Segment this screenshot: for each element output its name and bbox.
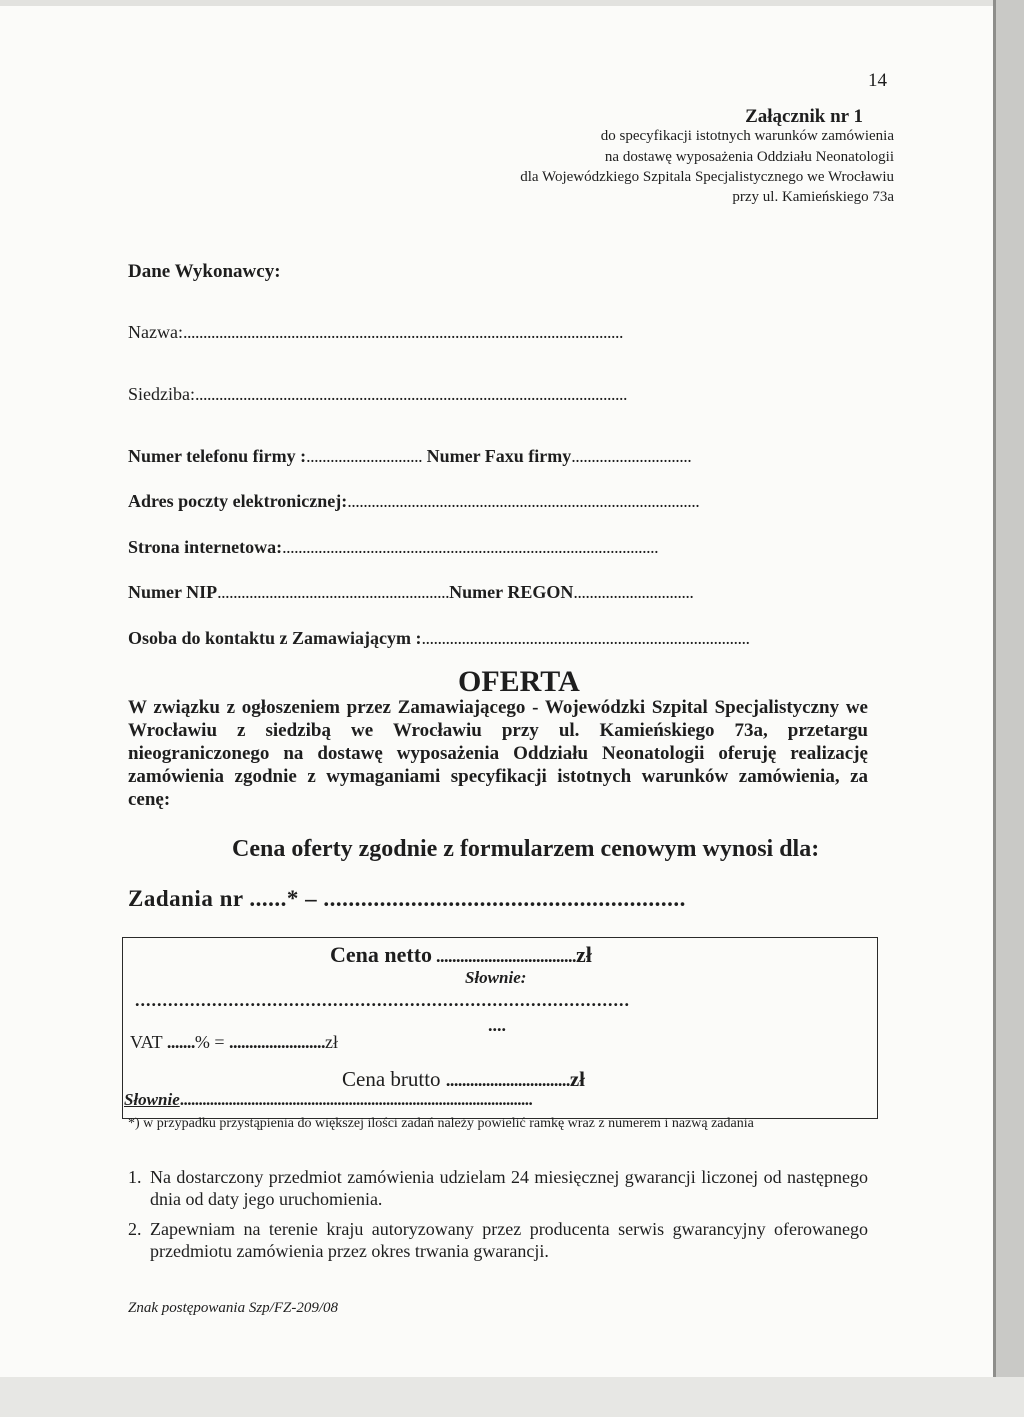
- net-price-field[interactable]: Cena netto ...................................zł: [330, 942, 592, 967]
- scan-bottom-margin: [0, 1377, 1024, 1417]
- field-nip-regon[interactable]: Numer NIP..........................................................Numer REGON..............................: [128, 582, 694, 602]
- field-www-label: Strona internetowa:: [128, 537, 283, 557]
- task-number-field[interactable]: Zadania nr ......* – ..........................................................: [128, 886, 686, 911]
- net-price-label: Cena netto: [330, 942, 433, 967]
- gross-price-field[interactable]: Cena brutto ...............................zł: [342, 1067, 585, 1091]
- scan-right-margin: [996, 0, 1024, 1417]
- header-line-2: na dostawę wyposażenia Oddziału Neonatologii: [604, 149, 894, 165]
- header-line-3: dla Wojewódzkiego Szpitala Specjalistycznego we Wrocławiu: [520, 169, 894, 185]
- field-fax-label: Numer Faxu firmy: [426, 446, 572, 466]
- page-number: 14: [868, 70, 887, 91]
- field-email-label: Adres poczty elektronicznej:: [128, 491, 348, 511]
- vat-percent: % =: [194, 1032, 225, 1052]
- field-siedziba[interactable]: Siedziba:............................................................................................................: [128, 384, 627, 404]
- field-telefon-label: Numer telefonu firmy :: [128, 446, 307, 466]
- gross-price-words-field[interactable]: Słownie..............................................................................................: [124, 1090, 533, 1109]
- net-price-currency: zł: [576, 942, 592, 967]
- attachment-title: Załącznik nr 1: [745, 106, 863, 127]
- price-title: Cena oferty zgodnie z formularzem cenowym wynosi dla:: [232, 836, 820, 862]
- vat-label: VAT: [130, 1032, 163, 1052]
- gross-price-currency: zł: [569, 1067, 585, 1091]
- field-nazwa[interactable]: Nazwa:..............................................................................................................: [128, 322, 623, 342]
- vat-currency: zł: [325, 1032, 339, 1052]
- field-siedziba-label: Siedziba:: [128, 384, 195, 404]
- field-email[interactable]: Adres poczty elektronicznej:........................................................................................: [128, 491, 700, 511]
- field-www[interactable]: Strona internetowa:..............................................................................................: [128, 537, 659, 557]
- scan-top-edge: [0, 0, 1024, 6]
- declaration-number: 2.: [128, 1219, 142, 1239]
- section-title: Dane Wykonawcy:: [128, 261, 281, 282]
- net-price-words-label: Słownie:: [465, 968, 527, 987]
- footnote: *) w przypadku przystąpienia do większej ilości zadań należy powielić ramkę wraz z numerem i nazwą zadania: [128, 1116, 754, 1131]
- oferta-title: OFERTA: [458, 665, 580, 698]
- net-price-words-line[interactable]: ..........................................................................................: [135, 990, 630, 1010]
- oferta-paragraph: W związku z ogłoszeniem przez Zamawiającego - Wojewódzki Szpital Specjalistyczny we Wrocławiu z siedzibą we Wrocławiu przy ul. Kamieńskiego 73a, przetargu nieograniczonego na dostawę wyposażenia Oddziału Neonatologii oferuję realizację zamówienia zgodnie z wymaganiami specyfikacji istotnych warunków zamówienia, za cenę:: [128, 697, 868, 810]
- declaration-number: 1.: [128, 1167, 142, 1187]
- declaration-text: Zapewniam na terenie kraju autoryzowany przez producenta serwis gwarancyjny oferowanego przedmiotu zamówienia przez okres trwania gwarancji.: [150, 1219, 868, 1261]
- gross-price-words-label: Słownie: [124, 1090, 180, 1109]
- field-nazwa-label: Nazwa:: [128, 322, 183, 342]
- declaration-item: [128, 1166, 868, 1210]
- gross-price-label: Cena brutto: [342, 1067, 441, 1091]
- vat-field[interactable]: VAT .......% = ........................zł: [130, 1032, 339, 1052]
- field-kontakt-label: Osoba do kontaktu z Zamawiającym :: [128, 628, 422, 648]
- reference-number: Znak postępowania Szp/FZ-209/08: [128, 1300, 339, 1316]
- header-line-1: do specyfikacji istotnych warunków zamówienia: [600, 128, 894, 144]
- header-line-4: przy ul. Kamieńskiego 73a: [732, 189, 894, 205]
- declaration-item: [128, 1218, 868, 1262]
- field-nip-label: Numer NIP: [128, 582, 218, 602]
- declaration-text: Na dostarczony przedmiot zamówienia udzielam 24 miesięcznej gwarancji liczonej od następnego dnia od daty jego uruchomienia.: [150, 1167, 868, 1209]
- field-telefon-fax[interactable]: Numer telefonu firmy :............................. Numer Faxu firmy..............................: [128, 446, 692, 466]
- field-regon-label: Numer REGON: [449, 582, 574, 602]
- continuation-dots: ....: [488, 1015, 506, 1035]
- field-kontakt[interactable]: Osoba do kontaktu z Zamawiającym :..................................................................................: [128, 628, 750, 648]
